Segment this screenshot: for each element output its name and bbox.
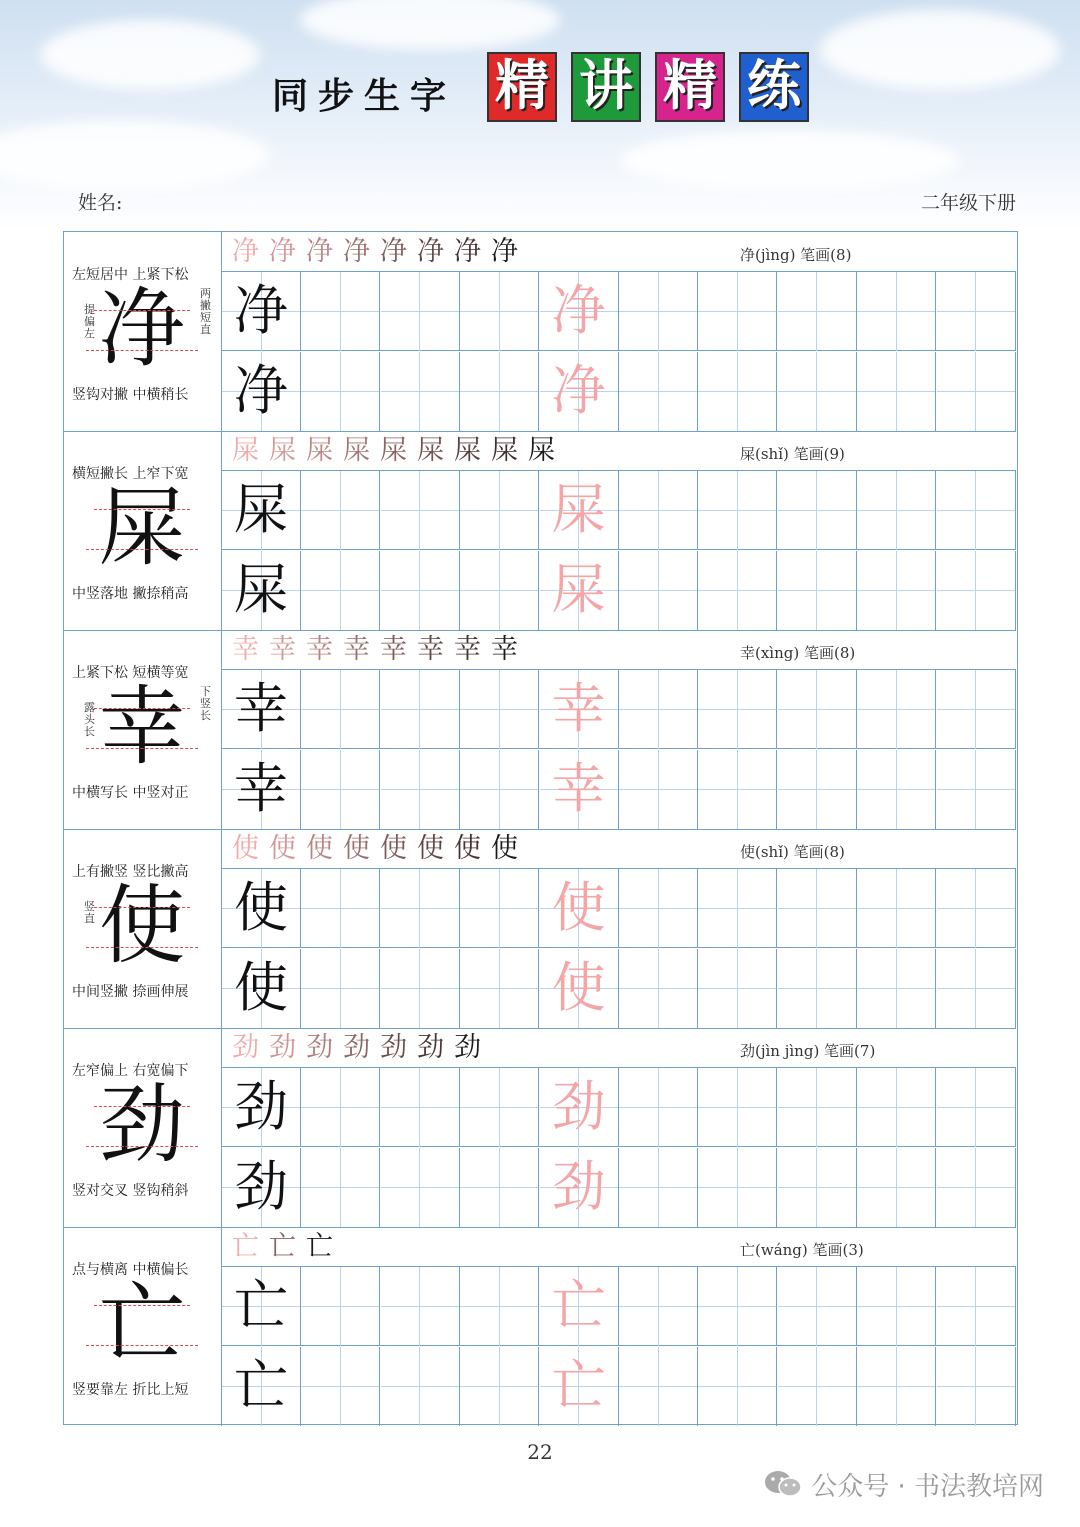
practice-cell[interactable] — [540, 670, 619, 749]
practice-cell[interactable] — [381, 471, 460, 550]
side-note: 提偏左 — [84, 303, 95, 340]
practice-cell[interactable] — [778, 1068, 857, 1147]
stroke-step: 屎 — [380, 435, 407, 466]
practice-cell[interactable] — [857, 352, 936, 431]
trace-character: 幸 — [551, 677, 606, 740]
practice-cell[interactable] — [778, 869, 857, 948]
stroke-step: 幸 — [232, 634, 259, 665]
model-character: 亡 — [99, 1274, 185, 1374]
practice-cell[interactable] — [857, 1347, 936, 1426]
stroke-step: 使 — [491, 833, 518, 864]
practice-cell[interactable] — [778, 551, 857, 630]
stroke-order-row — [222, 1227, 1016, 1267]
practice-cell[interactable] — [381, 352, 460, 431]
character-unit — [64, 630, 1016, 829]
stroke-step: 净 — [269, 236, 296, 267]
practice-row — [222, 1347, 1016, 1426]
stroke-step: 使 — [343, 833, 370, 864]
stroke-step: 屎 — [343, 435, 370, 466]
practice-cell[interactable] — [381, 1068, 460, 1147]
stroke-step: 净 — [232, 236, 259, 267]
practice-cell[interactable] — [222, 1068, 301, 1147]
practice-cell[interactable] — [857, 949, 936, 1028]
practice-cell[interactable] — [857, 670, 936, 749]
side-note: 竖直 — [84, 900, 95, 925]
model-character-panel — [64, 829, 222, 1028]
model-character-panel — [64, 232, 222, 431]
practice-row — [222, 670, 1016, 749]
practice-cell[interactable] — [540, 1148, 619, 1227]
practice-cell[interactable] — [222, 750, 301, 829]
practice-cell[interactable] — [698, 750, 777, 829]
practice-cell[interactable] — [460, 750, 539, 829]
practice-cell[interactable] — [857, 1068, 936, 1147]
guide-line — [94, 708, 190, 709]
practice-cell[interactable] — [222, 1267, 301, 1346]
pinyin-stroke-count: 幸(xìng) 笔画(8) — [740, 644, 856, 662]
stroke-step: 净 — [491, 236, 518, 267]
practice-cell[interactable] — [381, 670, 460, 749]
practice-row — [222, 949, 1016, 1028]
practice-cell[interactable] — [381, 551, 460, 630]
practice-row — [222, 750, 1016, 829]
practice-cell[interactable] — [698, 272, 777, 351]
practice-cell[interactable] — [778, 1347, 857, 1426]
writing-tip-top: 左窄偏上 右宽偏下 — [72, 1063, 189, 1079]
stroke-step: 屎 — [454, 435, 481, 466]
practice-cell[interactable] — [937, 1148, 1016, 1227]
pinyin-stroke-count: 使(shǐ) 笔画(8) — [740, 843, 845, 861]
stroke-step: 幸 — [343, 634, 370, 665]
stroke-step: 劲 — [454, 1032, 481, 1063]
pinyin-stroke-count: 劲(jìn jìng) 笔画(7) — [740, 1042, 876, 1060]
practice-cell[interactable] — [619, 1068, 698, 1147]
writing-tip-bottom: 中横写长 中竖对正 — [72, 785, 189, 801]
practice-cell[interactable] — [937, 869, 1016, 948]
grade-label: 二年级下册 — [920, 192, 1016, 214]
practice-cell[interactable] — [222, 1148, 301, 1227]
example-character: 劲 — [234, 1075, 288, 1138]
stroke-step: 净 — [306, 236, 333, 267]
stroke-step: 劲 — [417, 1032, 444, 1063]
title-char-box: 讲 — [571, 52, 641, 122]
practice-cell[interactable] — [698, 949, 777, 1028]
practice-row — [222, 1267, 1016, 1346]
practice-cell[interactable] — [301, 1267, 380, 1346]
practice-row — [222, 551, 1016, 630]
stroke-step: 幸 — [417, 634, 444, 665]
character-unit — [64, 829, 1016, 1028]
practice-cell[interactable] — [937, 272, 1016, 351]
stroke-step: 幸 — [380, 634, 407, 665]
practice-cell[interactable] — [460, 272, 539, 351]
guide-line — [86, 748, 198, 749]
practice-cell[interactable] — [222, 272, 301, 351]
character-unit — [64, 232, 1016, 431]
practice-cell[interactable] — [301, 1148, 380, 1227]
stroke-step: 屎 — [232, 435, 259, 466]
guide-line — [94, 509, 190, 510]
guide-line — [86, 1345, 198, 1346]
practice-cell[interactable] — [540, 1267, 619, 1346]
stroke-step: 净 — [454, 236, 481, 267]
stroke-step: 亡 — [232, 1231, 259, 1262]
practice-cell[interactable] — [222, 551, 301, 630]
example-character: 亡 — [234, 1274, 288, 1337]
practice-cell[interactable] — [381, 1267, 460, 1346]
practice-cell[interactable] — [460, 471, 539, 550]
stroke-step: 使 — [380, 833, 407, 864]
practice-cell[interactable] — [381, 949, 460, 1028]
practice-cell[interactable] — [698, 670, 777, 749]
practice-cell[interactable] — [540, 471, 619, 550]
guide-line — [94, 310, 190, 311]
pinyin-stroke-count: 亡(wáng) 笔画(3) — [740, 1241, 864, 1259]
practice-cell[interactable] — [301, 471, 380, 550]
practice-cell[interactable] — [857, 272, 936, 351]
practice-cell[interactable] — [460, 352, 539, 431]
stroke-step: 亡 — [306, 1231, 333, 1262]
name-label: 姓名: — [78, 192, 123, 214]
practice-cell[interactable] — [222, 352, 301, 431]
watermark-text: 公众号 · 书法教培网 — [811, 1471, 1044, 1502]
practice-cell[interactable] — [857, 869, 936, 948]
trace-character: 使 — [551, 876, 606, 939]
model-character-panel — [64, 1028, 222, 1227]
example-character: 屎 — [234, 558, 288, 621]
practice-cell[interactable] — [619, 869, 698, 948]
practice-sheet — [63, 231, 1018, 1425]
stroke-step: 劲 — [232, 1032, 259, 1063]
stroke-step: 使 — [454, 833, 481, 864]
practice-cell[interactable] — [381, 1148, 460, 1227]
example-character: 净 — [234, 279, 288, 342]
practice-cell[interactable] — [301, 1068, 380, 1147]
practice-cell[interactable] — [778, 949, 857, 1028]
practice-row — [222, 352, 1016, 431]
trace-character: 净 — [551, 359, 606, 422]
subtitle: 同步生字 — [272, 76, 457, 117]
practice-cell[interactable] — [301, 1347, 380, 1426]
stroke-step: 幸 — [454, 634, 481, 665]
practice-cell[interactable] — [937, 949, 1016, 1028]
practice-cell[interactable] — [301, 670, 380, 749]
practice-cell[interactable] — [857, 750, 936, 829]
stroke-step: 屎 — [269, 435, 296, 466]
writing-tip-top: 上紧下松 短横等宽 — [72, 665, 189, 681]
practice-cell[interactable] — [540, 949, 619, 1028]
side-note: 两撇短直 — [200, 287, 211, 336]
trace-character: 净 — [551, 279, 606, 342]
stroke-step: 净 — [343, 236, 370, 267]
stroke-order-row — [222, 1028, 1016, 1068]
stroke-step: 使 — [232, 833, 259, 864]
writing-tip-bottom: 竖要靠左 折比上短 — [72, 1382, 189, 1398]
practice-cell[interactable] — [460, 1347, 539, 1426]
stroke-order-row — [222, 431, 1016, 471]
trace-character: 劲 — [551, 1155, 606, 1218]
practice-row — [222, 869, 1016, 948]
example-character: 屎 — [234, 478, 288, 541]
character-unit — [64, 1028, 1016, 1227]
stroke-order-row — [222, 829, 1016, 869]
stroke-step: 劲 — [306, 1032, 333, 1063]
stroke-step: 屎 — [417, 435, 444, 466]
practice-cell[interactable] — [698, 1267, 777, 1346]
stroke-step: 净 — [417, 236, 444, 267]
stroke-step: 亡 — [269, 1231, 296, 1262]
example-character: 幸 — [234, 757, 288, 820]
practice-cell[interactable] — [460, 1068, 539, 1147]
example-character: 幸 — [234, 677, 288, 740]
trace-character: 亡 — [551, 1354, 606, 1417]
practice-cell[interactable] — [778, 1267, 857, 1346]
guide-line — [86, 350, 198, 351]
writing-tip-top: 左短居中 上紧下松 — [72, 267, 189, 283]
practice-cell[interactable] — [460, 1267, 539, 1346]
practice-cell[interactable] — [460, 869, 539, 948]
writing-tip-top: 横短撇长 上窄下宽 — [72, 466, 189, 482]
trace-character: 屎 — [551, 478, 606, 541]
practice-cell[interactable] — [937, 352, 1016, 431]
writing-tip-bottom: 中竖落地 撇捺稍高 — [72, 586, 189, 602]
model-character-panel — [64, 431, 222, 630]
guide-line — [86, 947, 198, 948]
example-character: 使 — [234, 956, 288, 1019]
practice-cell[interactable] — [857, 471, 936, 550]
practice-cell[interactable] — [778, 471, 857, 550]
practice-cell[interactable] — [540, 1347, 619, 1426]
title-char-box: 精 — [655, 52, 725, 122]
practice-cell[interactable] — [937, 750, 1016, 829]
model-character: 劲 — [99, 1075, 185, 1175]
stroke-step: 使 — [269, 833, 296, 864]
practice-cell[interactable] — [540, 352, 619, 431]
model-character-panel — [64, 1227, 222, 1426]
trace-character: 幸 — [551, 757, 606, 820]
practice-cell[interactable] — [460, 1148, 539, 1227]
practice-cell[interactable] — [778, 1148, 857, 1227]
stroke-step: 屎 — [528, 435, 555, 466]
practice-cell[interactable] — [857, 1148, 936, 1227]
practice-cell[interactable] — [381, 272, 460, 351]
practice-cell[interactable] — [619, 949, 698, 1028]
stroke-order-row — [222, 232, 1016, 272]
model-character: 屎 — [99, 478, 185, 578]
practice-cell[interactable] — [778, 750, 857, 829]
practice-cell[interactable] — [540, 1068, 619, 1147]
example-character: 亡 — [234, 1354, 288, 1417]
model-character: 幸 — [99, 677, 185, 777]
model-character: 使 — [99, 876, 185, 976]
practice-cell[interactable] — [301, 551, 380, 630]
practice-cell[interactable] — [540, 551, 619, 630]
trace-character: 劲 — [551, 1075, 606, 1138]
practice-cell[interactable] — [937, 551, 1016, 630]
practice-cell[interactable] — [698, 1068, 777, 1147]
practice-cell[interactable] — [619, 1267, 698, 1346]
guide-line — [94, 1106, 190, 1107]
trace-character: 使 — [551, 956, 606, 1019]
practice-cell[interactable] — [619, 551, 698, 630]
practice-cell[interactable] — [460, 670, 539, 749]
practice-cell[interactable] — [937, 1267, 1016, 1346]
trace-character: 亡 — [551, 1274, 606, 1337]
writing-tip-bottom: 竖钩对撇 中横稍长 — [72, 387, 189, 403]
model-character: 净 — [99, 279, 185, 379]
stroke-step: 幸 — [306, 634, 333, 665]
practice-cell[interactable] — [301, 272, 380, 351]
practice-cell[interactable] — [540, 272, 619, 351]
stroke-step: 使 — [306, 833, 333, 864]
practice-cell[interactable] — [778, 272, 857, 351]
practice-cell[interactable] — [857, 1267, 936, 1346]
character-unit — [64, 431, 1016, 630]
practice-cell[interactable] — [222, 949, 301, 1028]
practice-cell[interactable] — [619, 750, 698, 829]
guide-line — [94, 1305, 190, 1306]
practice-cell[interactable] — [619, 1347, 698, 1426]
practice-cell[interactable] — [460, 949, 539, 1028]
writing-tip-bottom: 中间竖撇 捺画伸展 — [72, 984, 189, 1000]
stroke-step: 劲 — [269, 1032, 296, 1063]
guide-line — [94, 907, 190, 908]
practice-cell[interactable] — [698, 1148, 777, 1227]
practice-cell[interactable] — [619, 352, 698, 431]
writing-tip-top: 上有撇竖 竖比撇高 — [72, 864, 189, 880]
title-char-box: 练 — [739, 52, 809, 122]
stroke-step: 使 — [417, 833, 444, 864]
stroke-step: 劲 — [380, 1032, 407, 1063]
practice-cell[interactable] — [698, 869, 777, 948]
wechat-icon — [763, 1469, 803, 1499]
practice-cell[interactable] — [698, 551, 777, 630]
practice-cell[interactable] — [222, 670, 301, 749]
watermark — [763, 1466, 1044, 1502]
practice-cell[interactable] — [937, 471, 1016, 550]
practice-cell[interactable] — [222, 1347, 301, 1426]
title-char-box: 精 — [487, 52, 557, 122]
example-character: 劲 — [234, 1155, 288, 1218]
practice-cell[interactable] — [937, 670, 1016, 749]
character-unit — [64, 1227, 1016, 1426]
writing-tip-top: 点与横离 中横偏长 — [72, 1262, 189, 1278]
practice-cell[interactable] — [937, 1347, 1016, 1426]
stroke-step: 净 — [380, 236, 407, 267]
practice-cell[interactable] — [778, 352, 857, 431]
practice-cell[interactable] — [381, 1347, 460, 1426]
page-header — [0, 48, 1080, 128]
practice-cell[interactable] — [460, 551, 539, 630]
practice-cell[interactable] — [381, 869, 460, 948]
practice-row — [222, 1148, 1016, 1227]
example-character: 净 — [234, 359, 288, 422]
practice-cell[interactable] — [381, 750, 460, 829]
practice-cell[interactable] — [857, 551, 936, 630]
guide-line — [86, 549, 198, 550]
practice-cell[interactable] — [301, 949, 380, 1028]
pinyin-stroke-count: 屎(shǐ) 笔画(9) — [740, 445, 845, 463]
stroke-step: 屎 — [306, 435, 333, 466]
practice-row — [222, 471, 1016, 550]
practice-cell[interactable] — [222, 471, 301, 550]
practice-cell[interactable] — [301, 352, 380, 431]
trace-character: 屎 — [551, 558, 606, 621]
practice-cell[interactable] — [540, 750, 619, 829]
practice-cell[interactable] — [619, 1148, 698, 1227]
practice-cell[interactable] — [301, 869, 380, 948]
practice-cell[interactable] — [619, 272, 698, 351]
practice-cell[interactable] — [540, 869, 619, 948]
stroke-order-row — [222, 630, 1016, 670]
stroke-step: 屎 — [491, 435, 518, 466]
side-note: 露头长 — [84, 701, 95, 738]
practice-cell[interactable] — [698, 1347, 777, 1426]
practice-cell[interactable] — [698, 471, 777, 550]
stroke-step: 幸 — [269, 634, 296, 665]
writing-tip-bottom: 竖对交叉 竖钩稍斜 — [72, 1183, 189, 1199]
practice-cell[interactable] — [698, 352, 777, 431]
practice-row — [222, 1068, 1016, 1147]
practice-cell[interactable] — [301, 750, 380, 829]
pinyin-stroke-count: 净(jìng) 笔画(8) — [740, 246, 852, 264]
practice-cell[interactable] — [222, 869, 301, 948]
practice-cell[interactable] — [937, 1068, 1016, 1147]
stroke-step: 劲 — [343, 1032, 370, 1063]
stroke-step: 幸 — [491, 634, 518, 665]
practice-cell[interactable] — [619, 471, 698, 550]
side-note: 下竖长 — [200, 685, 211, 722]
practice-cell[interactable] — [778, 670, 857, 749]
page-number: 22 — [527, 1440, 553, 1464]
practice-row — [222, 272, 1016, 351]
model-character-panel — [64, 630, 222, 829]
example-character: 使 — [234, 876, 288, 939]
guide-line — [86, 1146, 198, 1147]
practice-cell[interactable] — [619, 670, 698, 749]
